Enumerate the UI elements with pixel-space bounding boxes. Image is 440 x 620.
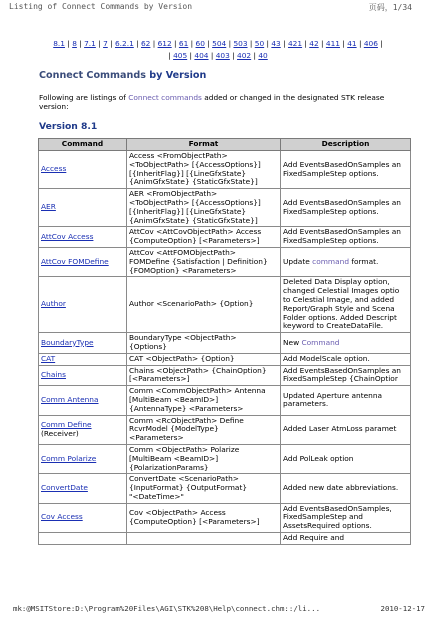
description-line: Report/Graph Style and Scena (283, 303, 395, 313)
format-line: AER <FromObjectPath> (129, 189, 218, 199)
command-link[interactable]: Comm Define (41, 419, 92, 429)
table-row (39, 415, 411, 444)
format-line: AttCov <AttFOMObjectPath> (129, 247, 236, 257)
command-cell (39, 333, 127, 354)
command-cell (39, 189, 127, 227)
version-link[interactable]: 404 (194, 51, 209, 60)
format-cell (127, 333, 281, 354)
format-line: <ToObjectPath> [{AccessOptions}] (129, 197, 261, 207)
version-separator: | (302, 39, 310, 48)
version-separator: | (251, 51, 259, 60)
version-link[interactable]: 421 (287, 39, 303, 48)
table-row (39, 533, 411, 545)
version-separator: | (95, 39, 104, 48)
format-cell (127, 353, 281, 365)
command-link[interactable]: BoundaryType (41, 337, 94, 347)
description-line: Updated Aperture antenna (283, 390, 383, 400)
print-footer (13, 604, 433, 613)
format-line: [{InheritFlag}] [{LineGfxState} (129, 168, 247, 178)
version-link[interactable]: 6.2.1 (114, 39, 134, 48)
version-link[interactable]: 504 (212, 39, 227, 48)
version-separator: | (377, 39, 383, 48)
format-cell (127, 227, 281, 248)
command-link[interactable]: Comm Polarize (41, 453, 97, 463)
description-line: FixedSampleStep {ChainOptior (283, 374, 398, 384)
description-line: Added new date abbreviations. (283, 483, 399, 493)
command-cell (39, 533, 127, 545)
format-line: {AnimGfxState} {StaticGfxState}] (129, 177, 258, 187)
version-separator: | (264, 39, 272, 48)
format-line: AttCov <AttCovObjectPath> Access (129, 227, 262, 237)
command-cell (39, 277, 127, 333)
footer-date: 2010-12-17 (380, 604, 425, 613)
version-link[interactable]: 8 (72, 39, 77, 48)
intro-keyword-link[interactable]: Connect commands (128, 93, 202, 102)
command-cell (39, 247, 127, 276)
command-cell (39, 151, 127, 189)
format-cell (127, 415, 281, 444)
command-cell (39, 386, 127, 415)
command-link[interactable]: Author (41, 299, 66, 309)
description-line: parameters. (283, 399, 329, 409)
table-row (39, 333, 411, 354)
format-cell (127, 533, 281, 545)
format-line: {AntennaType} <Parameters> (129, 403, 244, 413)
description-cell (281, 386, 411, 415)
version-separator: | (150, 39, 158, 48)
description-cell (281, 227, 411, 248)
format-cell (127, 503, 281, 532)
command-link[interactable]: Chains (41, 369, 66, 379)
version-link[interactable]: 7 (103, 39, 108, 48)
description-cell (281, 333, 411, 354)
description-line: AssetsRequired options. (283, 521, 372, 531)
version-separator: | (133, 39, 141, 48)
intro-text: Following are listings of (39, 93, 129, 102)
format-line: Author <ScenarioPath> {Option} (129, 299, 254, 309)
description-cell (281, 189, 411, 227)
command-cell (39, 365, 127, 386)
table-body (39, 151, 411, 545)
page-title-part1: Connect Commands (39, 70, 146, 81)
format-line: [MultiBeam <BeamID>] (129, 453, 219, 463)
command-link[interactable]: AttCov FOMDefine (41, 256, 109, 266)
print-header-title: Listing of Connect Commands by Version (9, 2, 193, 11)
format-cell (127, 386, 281, 415)
format-line: Chains <ObjectPath> {ChainOption} (129, 365, 267, 375)
description-keyword[interactable]: Command (301, 337, 340, 347)
description-line: keyword to CreateDataFile. (283, 321, 384, 331)
description-line: Add EventsBasedOnSamples an (283, 227, 401, 237)
description-line: Deleted Data Display option, (283, 277, 390, 287)
version-link[interactable]: 61 (178, 39, 189, 48)
description-cell (281, 503, 411, 532)
command-link[interactable]: ConvertDate (41, 483, 88, 493)
version-separator: | (168, 51, 174, 60)
version-separator: | (280, 39, 288, 48)
version-link[interactable]: 503 (233, 39, 248, 48)
version-separator: | (188, 39, 196, 48)
table-row (39, 365, 411, 386)
command-link[interactable]: Comm Antenna (41, 394, 99, 404)
format-line: {AnimGfxState} {StaticGfxState}] (129, 215, 258, 225)
description-line: FixedSampleStep options. (283, 236, 379, 246)
version-separator: | (208, 51, 216, 60)
description-cell (281, 415, 411, 444)
table-row (39, 227, 411, 248)
description-cell (281, 247, 411, 276)
version-link[interactable]: 41 (347, 39, 357, 48)
description-line: Add Require and (283, 533, 345, 543)
format-line: CAT <ObjectPath> {Option} (129, 353, 235, 363)
version-separator: | (107, 39, 115, 48)
version-link[interactable]: 42 (309, 39, 319, 48)
description-line: FixedSampleStep options. (283, 206, 379, 216)
format-cell (127, 189, 281, 227)
version-heading: Version 8.1 (39, 121, 98, 132)
version-links (38, 38, 398, 62)
column-header-format: Format (127, 139, 281, 151)
table-row (39, 386, 411, 415)
description-line: FixedSampleStep options. (283, 168, 379, 178)
version-link[interactable]: 60 (195, 39, 205, 48)
table-row (39, 444, 411, 473)
intro-paragraph (39, 93, 409, 111)
format-line: {ComputeOption} [<Parameters>] (129, 236, 260, 246)
format-cell (127, 365, 281, 386)
description-line: New Command (283, 337, 340, 347)
version-links-line (38, 50, 398, 62)
format-line: <ToObjectPath> [{AccessOptions}] (129, 159, 261, 169)
page-title-part2: by Version (145, 70, 207, 81)
command-link[interactable]: Cov Access (41, 512, 83, 522)
description-cell (281, 474, 411, 503)
description-line: FixedSampleStep and (283, 512, 363, 522)
command-link[interactable]: AttCov Access (41, 231, 94, 241)
format-line: <Parameters> (129, 433, 184, 443)
format-line: FOMDefine {Satisfaction | Definition} (129, 256, 268, 266)
version-separator: | (229, 51, 238, 60)
format-line: [{InheritFlag}] [{LineGfxState} (129, 206, 247, 216)
table-row (39, 151, 411, 189)
version-links-line (38, 38, 398, 50)
column-header-command: Command (39, 139, 127, 151)
version-link[interactable]: 8.1 (53, 39, 65, 48)
column-header-description: Description (281, 139, 411, 151)
command-link[interactable]: CAT (41, 353, 56, 363)
format-line: {InputFormat} {OutputFormat} (129, 483, 248, 493)
description-line: Add EventsBasedOnSamples an (283, 197, 401, 207)
format-cell (127, 277, 281, 333)
command-link[interactable]: Access (41, 164, 67, 174)
version-separator: | (204, 39, 213, 48)
format-line: Comm <CommObjectPath> Antenna (129, 386, 266, 396)
description-keyword[interactable]: command (312, 256, 350, 266)
table-row (39, 189, 411, 227)
print-header-page-number: 页码，1/34 (368, 3, 412, 12)
format-line: Comm <RcObjectPath> Define (129, 415, 244, 425)
footer-path: mk:@MSITStore:D:\Program%20Files\AGI\STK%208\Help\connect.chm::/li... (13, 604, 321, 613)
command-cell (39, 227, 127, 248)
version-link[interactable]: 7.1 (84, 39, 96, 48)
format-line: [<Parameters>] (129, 374, 190, 384)
description-line: Update command format. (283, 256, 379, 266)
description-line: Add EventsBasedOnSamples an (283, 365, 401, 375)
format-cell (127, 247, 281, 276)
table-row (39, 353, 411, 365)
format-line: {ComputeOption} [<Parameters>] (129, 516, 260, 526)
version-link[interactable]: 405 (173, 51, 188, 60)
command-cell (39, 474, 127, 503)
description-cell (281, 151, 411, 189)
format-line: {FOMOption} <Parameters> (129, 265, 237, 275)
command-cell (39, 415, 127, 444)
version-link[interactable]: 411 (325, 39, 340, 48)
description-cell (281, 444, 411, 473)
version-separator: | (187, 51, 195, 60)
description-line: Add EventsBasedOnSamples, (283, 503, 392, 513)
format-line: ConvertDate <ScenarioPath> (129, 474, 239, 484)
command-cell (39, 444, 127, 473)
format-cell (127, 444, 281, 473)
version-link[interactable]: 62 (140, 39, 151, 48)
description-line: changed Celestial Images optio (283, 286, 400, 296)
description-line: Added Laser AtmLoss paramet (283, 424, 397, 434)
description-cell (281, 277, 411, 333)
command-link[interactable]: AER (41, 202, 56, 212)
format-line: [MultiBeam <BeamID>] (129, 394, 219, 404)
commands-table (38, 138, 411, 545)
format-cell (127, 474, 281, 503)
version-separator: | (356, 39, 364, 48)
table-row (39, 247, 411, 276)
version-link[interactable]: 403 (215, 51, 230, 60)
description-line: Add PolLeak option (283, 453, 354, 463)
version-link[interactable]: 402 (237, 51, 252, 60)
format-cell (127, 151, 281, 189)
description-cell (281, 533, 411, 545)
format-line: Cov <ObjectPath> Access (129, 508, 226, 518)
format-line: Comm <ObjectPath> Polarize (129, 444, 240, 454)
version-link[interactable]: 43 (271, 39, 281, 48)
intro-text-end: added or changed in the designated STK release version: (39, 93, 385, 112)
version-link[interactable]: 40 (258, 51, 268, 60)
table-header-row (39, 139, 411, 151)
version-link[interactable]: 612 (157, 39, 172, 48)
table-row (39, 503, 411, 532)
description-cell (281, 353, 411, 365)
version-separator: | (318, 39, 326, 48)
page-title (39, 70, 206, 81)
description-line: Add ModelScale option. (283, 353, 370, 363)
version-separator: | (226, 39, 234, 48)
description-line: to Celestial Image, and added (283, 294, 395, 304)
print-header (0, 0, 440, 14)
version-separator: | (247, 39, 255, 48)
table-row (39, 474, 411, 503)
table-row (39, 277, 411, 333)
command-cell (39, 503, 127, 532)
version-separator: | (171, 39, 179, 48)
command-cell (39, 353, 127, 365)
format-line: RcvrModel {ModelType} (129, 424, 219, 434)
version-separator: | (340, 39, 348, 48)
version-separator: | (76, 39, 85, 48)
description-cell (281, 365, 411, 386)
format-line: BoundaryType <ObjectPath> (129, 333, 237, 343)
format-line: "<DateTime>" (129, 491, 184, 501)
command-subtitle: (Receiver) (41, 428, 79, 438)
format-line: {Options} (129, 341, 167, 351)
description-line: Add EventsBasedOnSamples an (283, 159, 401, 169)
description-line: Folder options. Added Descript (283, 312, 397, 322)
format-line: Access <FromObjectPath> (129, 151, 228, 160)
format-line: {PolarizationParams} (129, 462, 209, 472)
version-link[interactable]: 406 (363, 39, 378, 48)
version-link[interactable]: 50 (254, 39, 265, 48)
version-separator: | (64, 39, 73, 48)
